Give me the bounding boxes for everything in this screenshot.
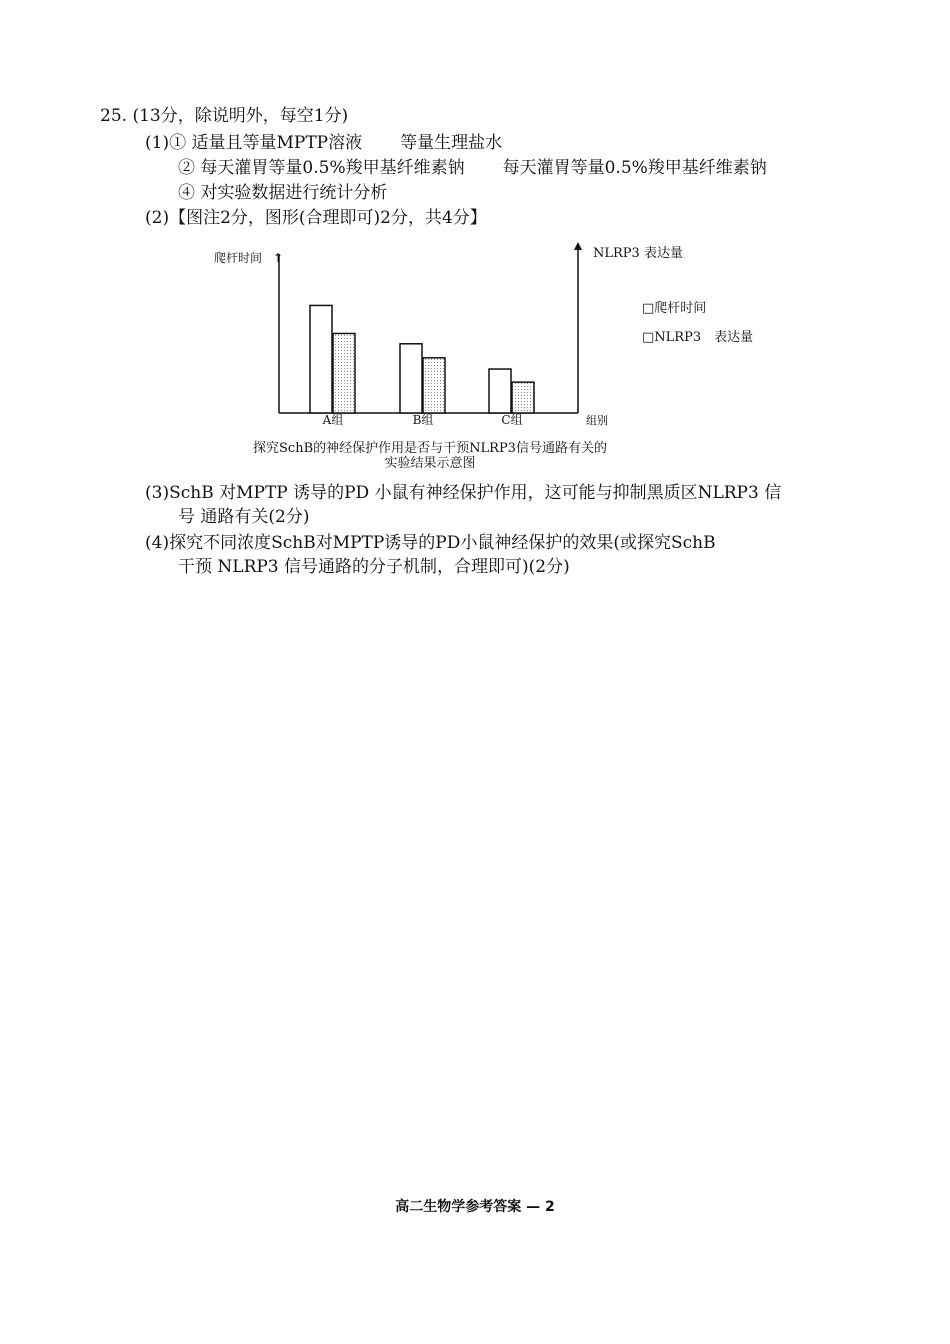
chart-caption-line1: 探究SchB的神经保护作用是否与干预NLRP3信号通路有关的	[253, 441, 607, 456]
left-axis-label: 爬杆时间	[214, 251, 263, 265]
bar-nlrp3-3	[512, 382, 534, 413]
bar-nlrp3-2	[423, 358, 445, 413]
answer-4-line2: 干预 NLRP3 信号通路的分子机制，合理即可)(2分)	[178, 557, 570, 577]
left-axis-arrow-glyph: ↑	[273, 251, 284, 265]
right-axis-label: NLRP3 表达量	[593, 246, 683, 261]
answer-2-note: (2)【图注2分，图形(合理即可)2分，共4分】	[145, 208, 487, 228]
answer-3-line1: (3)SchB 对MPTP 诱导的PD 小鼠有神经保护作用，这可能与抑制黑质区NLRP3 信	[145, 483, 782, 503]
answer-1-blank-4: 每天灌胃等量0.5%羧甲基纤维素钠	[502, 158, 767, 178]
answer-1-line2	[178, 157, 767, 179]
question-header: 25. (13分，除说明外，每空1分)	[100, 106, 349, 126]
legend-item-nlrp3: □NLRP3 表达量	[642, 330, 754, 345]
x-tick-label-1: A组	[322, 413, 344, 427]
x-axis-label: 组别	[586, 414, 608, 427]
answer-1-blank-3: ② 每天灌胃等量0.5%羧甲基纤维素钠	[178, 158, 465, 178]
answer-1-blank-1: (1)① 适量且等量MPTP溶液	[145, 133, 363, 153]
answer-1-line1	[145, 132, 502, 154]
bar-nlrp3-1	[333, 334, 355, 414]
answer-1-line3: ④ 对实验数据进行统计分析	[178, 183, 388, 203]
chart-caption-line2: 实验结果示意图	[384, 456, 476, 471]
legend-item-climb-time: □爬杆时间	[642, 301, 707, 316]
x-tick-label-2: B组	[412, 413, 434, 427]
answer-3-line2: 号 通路有关(2分)	[178, 507, 310, 527]
bar-chart	[200, 236, 754, 431]
page-footer: 高二生物学参考答案 — 2	[395, 1199, 555, 1215]
bar-climb-time-3	[489, 369, 511, 413]
right-axis-arrow	[574, 242, 582, 250]
answer-1-blank-2: 等量生理盐水	[400, 133, 503, 153]
bar-climb-time-1	[310, 305, 332, 413]
bar-climb-time-2	[400, 344, 422, 413]
answer-4-line1: (4)探究不同浓度SchB对MPTP诱导的PD小鼠神经保护的效果(或探究SchB	[145, 533, 716, 553]
x-tick-label-3: C组	[501, 413, 523, 427]
